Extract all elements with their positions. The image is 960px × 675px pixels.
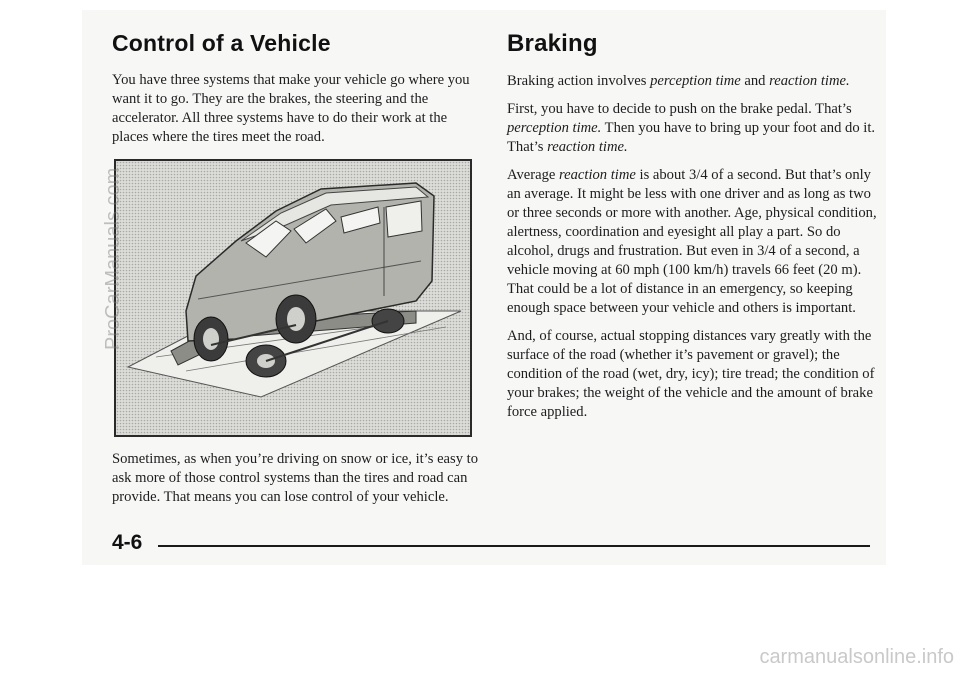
section-heading-braking: Braking xyxy=(507,30,598,57)
text-run: Braking action involves xyxy=(507,73,651,89)
right-column xyxy=(507,30,877,431)
text-run: is about 3/4 of a second. But that’s only an average. It might be less with one driver and as long as two or three seconds or more with another. Age, physical condition, alertness, coordination and eyesight all play a part. So do alcohol, drugs and frustration. But even in 3/4 of a second, a vehicle moving at 60 mph (100 km/h) travels 66 feet (20 m). That could be a lot of distance in an emergency, so keeping enough space between your vehicle and others is important. xyxy=(507,167,877,316)
braking-paragraph-4: And, of course, actual stopping distances vary greatly with the surface of the road (whether it’s pavement or gravel); the condition of the road (wet, dry, icy); tire tread; the condition of your brakes; the weight of the vehicle and the amount of brake force applied. xyxy=(507,328,875,420)
control-warning-paragraph: Sometimes, as when you’re driving on snow or ice, it’s easy to ask more of those control systems than the tires and road can provide. That means you can lose control of your vehicle. xyxy=(112,451,478,505)
page-footer xyxy=(112,531,872,554)
braking-paragraph-2 xyxy=(507,100,877,157)
site-watermark: carmanualsonline.info xyxy=(759,646,954,668)
van-illustration xyxy=(114,159,472,437)
term-reaction-time: reaction time xyxy=(559,167,636,183)
section-heading-control: Control of a Vehicle xyxy=(112,30,331,56)
side-watermark: ProCarManuals.com xyxy=(102,167,124,350)
term-perception-time: perception time xyxy=(650,73,741,89)
text-run: Then you have to bring up your foot and do it. That’s xyxy=(507,120,876,155)
van-on-road-illustration-icon xyxy=(116,161,470,435)
page-number: 4-6 xyxy=(112,531,143,554)
intro-paragraph: You have three systems that make your vehicle go where you want it to go. They are the brakes, the steering and the accelerator. All three systems have to do their work at the places where the tires meet the road. xyxy=(112,72,470,145)
text-run: and xyxy=(740,73,770,89)
text-run: Average xyxy=(507,167,559,183)
term-reaction-time: reaction time. xyxy=(769,73,850,89)
term-reaction-time: reaction time. xyxy=(547,139,628,155)
braking-paragraph-3 xyxy=(507,166,877,318)
braking-paragraph-1 xyxy=(507,72,877,91)
manual-page xyxy=(82,10,886,565)
footer-rule xyxy=(158,545,870,547)
text-run: First, you have to decide to push on the brake pedal. That’s xyxy=(507,101,852,117)
term-perception-time: perception time. xyxy=(507,120,602,136)
